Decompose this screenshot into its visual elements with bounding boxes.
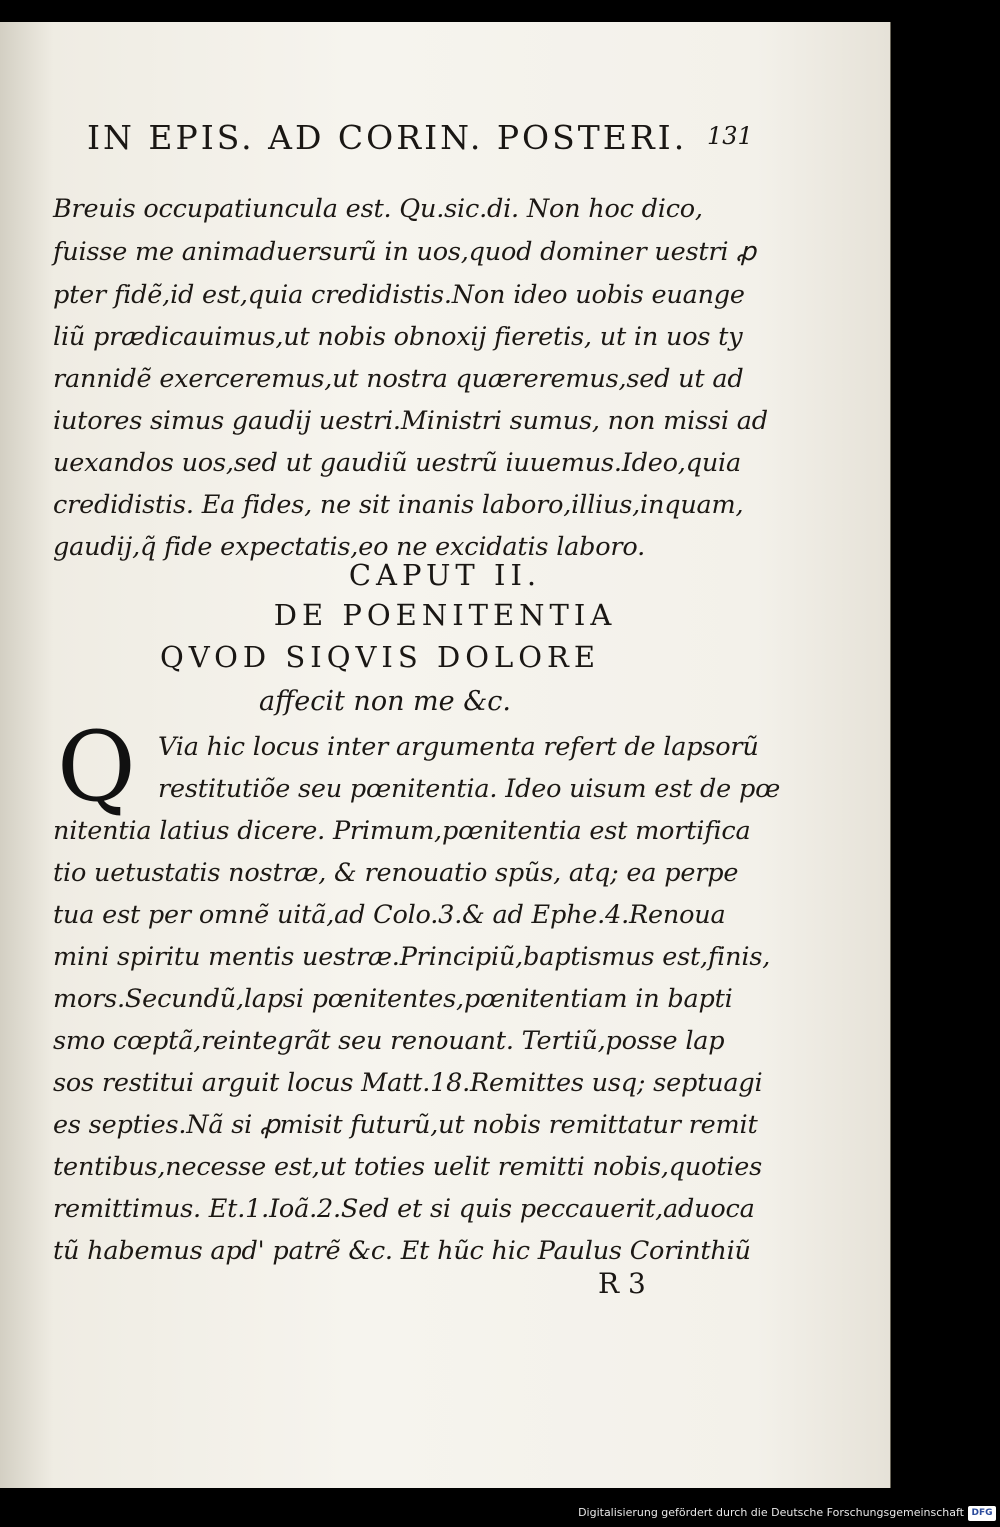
decorated-initial: Q xyxy=(57,711,136,823)
text-line: tentibus,necesse est,ut toties uelit remitti nobis,quoties xyxy=(53,1152,763,1182)
text-line: sos restitui arguit locus Matt.18.Remittes usq; septuagi xyxy=(53,1068,763,1098)
text-line: mini spiritu mentis uestræ.Principiũ,baptismus est,finis, xyxy=(53,942,771,972)
text-line: liũ prædicauimus,ut nobis obnoxij fieretis, ut in uos ty xyxy=(53,322,743,352)
text-line: pter fidẽ,id est,quia credidistis.Non ideo uobis euange xyxy=(53,280,745,310)
text-line: tio uetustatis nostræ, & renouatio spũs, atq; ea perpe xyxy=(53,858,739,888)
text-line: uexandos uos,sed ut gaudiũ uestrũ iuuemus.Ideo,quia xyxy=(53,448,741,478)
digitization-credit: Digitalisierung gefördert durch die Deutsche Forschungsgemeinschaft xyxy=(578,1506,964,1519)
folio-number: 131 xyxy=(707,122,753,150)
text-line: tũ habemus apd' patrẽ &c. Et hũc hic Paulus Corinthiũ xyxy=(53,1236,751,1266)
text-line: remittimus. Et.1.Ioã.2.Sed et si quis peccauerit,aduoca xyxy=(53,1194,755,1224)
text-line: restitutiõe seu pœnitentia. Ideo uisum est de pœ xyxy=(158,774,781,804)
text-line: tua est per omnẽ uitã,ad Colo.3.& ad Ephe.4.Renoua xyxy=(53,900,726,930)
text-line: credidistis. Ea fides, ne sit inanis laboro,illius,inquam, xyxy=(53,490,744,520)
text-line: smo cœptã,reintegrãt seu renouant. Tertiũ,posse lap xyxy=(53,1026,725,1056)
text-line: nitentia latius dicere. Primum,pœnitentia est mortifica xyxy=(53,816,751,846)
text-line: es septies.Nã si ꝓmisit futurũ,ut nobis remittatur remit xyxy=(53,1110,758,1140)
text-line: iutores simus gaudij uestri.Ministri sumus, non missi ad xyxy=(53,406,768,436)
book-page xyxy=(0,22,891,1488)
chapter-incipit-continuation: affecit non me &c. xyxy=(259,686,511,717)
text-line: mors.Secundũ,lapsi pœnitentes,pœnitentiam in bapti xyxy=(53,984,733,1014)
text-line: fuisse me animaduersurũ in uos,quod dominer uestri ꝓ xyxy=(53,237,756,267)
signature-mark: R 3 xyxy=(598,1267,646,1300)
text-line: rannidẽ exerceremus,ut nostra quæreremus,sed ut ad xyxy=(53,364,744,394)
text-line: Via hic locus inter argumenta refert de lapsorũ xyxy=(158,732,759,762)
text-line: Breuis occupatiuncula est. Qu.sic.di. Non hoc dico, xyxy=(53,194,703,224)
running-title: IN EPIS. AD CORIN. POSTERI. xyxy=(87,118,688,157)
text-line: gaudij,q̃ fide expectatis,eo ne excidatis laboro. xyxy=(53,532,646,562)
chapter-incipit: QVOD SIQVIS DOLORE xyxy=(159,640,601,674)
dfg-logo: DFG xyxy=(968,1506,996,1521)
chapter-number: CAPUT II. xyxy=(348,558,542,592)
chapter-title: DE POENITENTIA xyxy=(273,598,617,632)
